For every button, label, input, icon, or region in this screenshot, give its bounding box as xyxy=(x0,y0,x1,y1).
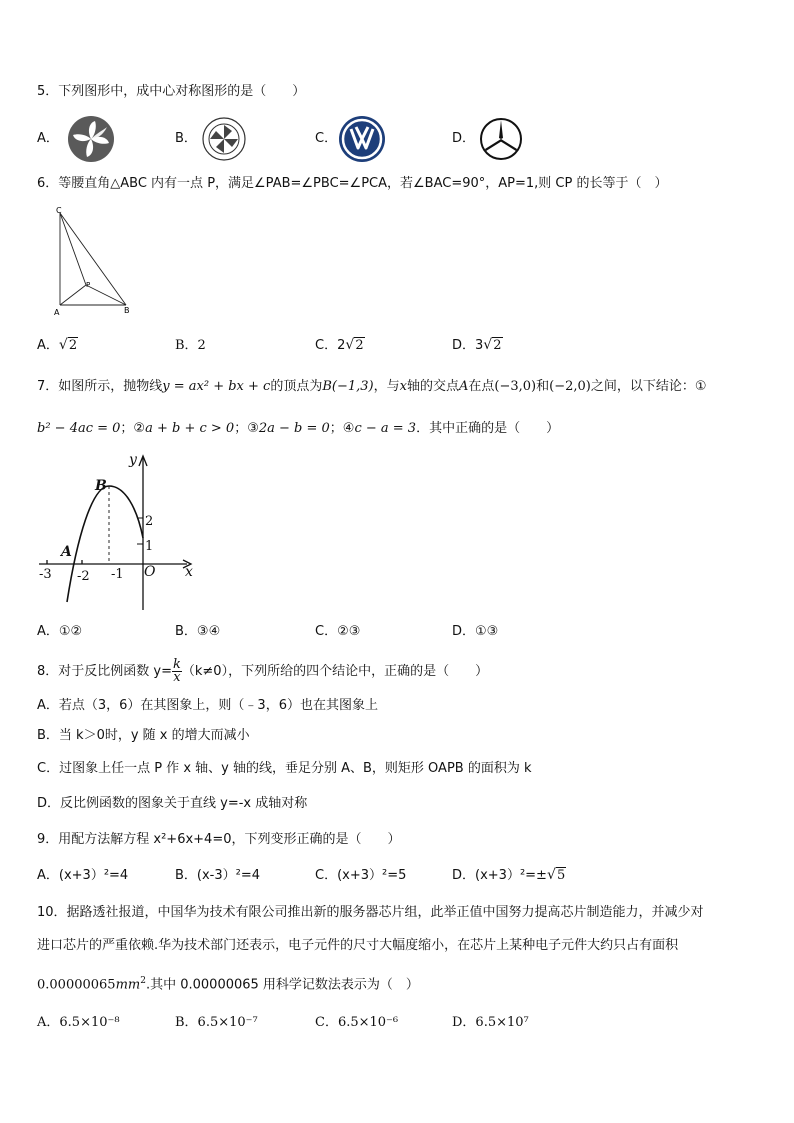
q7-tick-neg2: -2 xyxy=(77,569,90,584)
q10-option-d: D．6.5×10⁷ xyxy=(452,1015,529,1030)
flower-emblem-icon xyxy=(67,115,115,163)
q9-option-a: A．(x+3）²=4 xyxy=(37,868,129,883)
q8-option-b: B．当 k＞0时，y 随 x 的增大而减小 xyxy=(37,728,250,743)
q7-tick-1: 1 xyxy=(145,539,154,554)
q7-option-c: C．②③ xyxy=(315,624,361,639)
q10-option-b: B．6.5×10⁻⁷ xyxy=(175,1015,258,1030)
q6-option-c: C．2√ 2 xyxy=(315,337,365,355)
q6-stem: 6．等腰直角△ABC 内有一点 P，满足∠PAB=∠PBC=∠PCA，若∠BAC=90°，AP=1,则 CP 的长等于（ ） xyxy=(37,176,668,191)
q7-option-d: D．①③ xyxy=(452,624,499,639)
q7-tick-neg3: -3 xyxy=(39,567,52,582)
q7-label-x: x xyxy=(185,564,193,580)
q7-label-y: y xyxy=(129,452,137,468)
q10-option-c: C．6.5×10⁻⁶ xyxy=(315,1015,399,1030)
pinwheel-icon xyxy=(202,117,246,161)
q6-label-a: A xyxy=(54,308,60,317)
q10-line1: 10．据路透社报道，中国华为技术有限公司推出新的服务器芯片组，此举正值中国努力提高芯片制造能力，并减少对 xyxy=(37,905,704,920)
q7-option-a: A．①② xyxy=(37,624,83,639)
q6-option-b: B．2 xyxy=(175,338,206,353)
q6-label-p: P xyxy=(86,281,91,289)
q7-stem-line2: b² − 4ac = 0；②a + b + c > 0；③2a − b = 0；④c − a = 3．其中正确的是（ ） xyxy=(37,421,560,436)
q5-option-c-label: C． xyxy=(315,131,338,146)
q6-option-a: A．√ 2 xyxy=(37,337,78,355)
q9-stem: 9．用配方法解方程 x²+6x+4=0，下列变形正确的是（ ） xyxy=(37,832,401,847)
q8-option-a: A．若点（3，6）在其图象上，则（﹣3，6）也在其图象上 xyxy=(37,698,378,713)
q5-option-b-label: B． xyxy=(175,131,197,146)
q7-tick-neg1: -1 xyxy=(111,567,124,582)
q6-triangle-figure xyxy=(50,205,136,317)
q8-stem: 8．对于反比例函数 y= $\frac{k}{x}$ （k≠0），下列所给的四个结论中，正确的是（ ） xyxy=(37,657,489,685)
q8-option-c: C．过图象上任一点 P 作 x 轴、y 轴的线，垂足分别 A、B，则矩形 OAPB 的面积为 k xyxy=(37,761,532,776)
mercedes-logo-icon xyxy=(479,117,523,161)
q10-line3: $0.00000065mm^2$.其中 0.00000065 用科学记数法表示为（ ） xyxy=(37,976,419,993)
q6-label-c: C xyxy=(56,206,62,215)
q5-option-a-label: A． xyxy=(37,131,59,146)
q10-line2: 进口芯片的严重依赖.华为技术部门还表示，电子元件的尺寸大幅度缩小，在芯片上某种电子元件大约只占有面积 xyxy=(37,938,679,953)
q7-tick-2: 2 xyxy=(145,514,154,529)
q9-option-d: D．(x+3）²=±√ 5 xyxy=(452,867,566,885)
q9-option-c: C．(x+3）²=5 xyxy=(315,868,407,883)
q5-option-d-label: D． xyxy=(452,131,476,146)
q5-stem: 5．下列图形中，成中心对称图形的是（ ） xyxy=(37,84,306,99)
q7-parabola-graph xyxy=(37,448,202,616)
q7-stem-line1: 7．如图所示，抛物线y = ax² + bx + c的顶点为B(−1,3)，与x轴的交点A在点(−3,0)和(−2,0)之间，以下结论：① xyxy=(37,379,707,394)
vw-logo-icon xyxy=(338,115,386,163)
q7-option-b: B．③④ xyxy=(175,624,221,639)
q7-label-b: B xyxy=(95,478,107,494)
q6-option-d: D．3√ 2 xyxy=(452,337,503,355)
q6-label-b: B xyxy=(124,306,130,315)
q7-parabola-curve xyxy=(67,486,143,602)
q9-option-b: B．(x-3）²=4 xyxy=(175,868,261,883)
q8-option-d: D．反比例函数的图象关于直线 y=-x 成轴对称 xyxy=(37,796,308,811)
q7-label-a: A xyxy=(61,544,72,560)
q7-label-o: O xyxy=(144,564,156,580)
q10-option-a: A．6.5×10⁻⁸ xyxy=(37,1015,120,1030)
